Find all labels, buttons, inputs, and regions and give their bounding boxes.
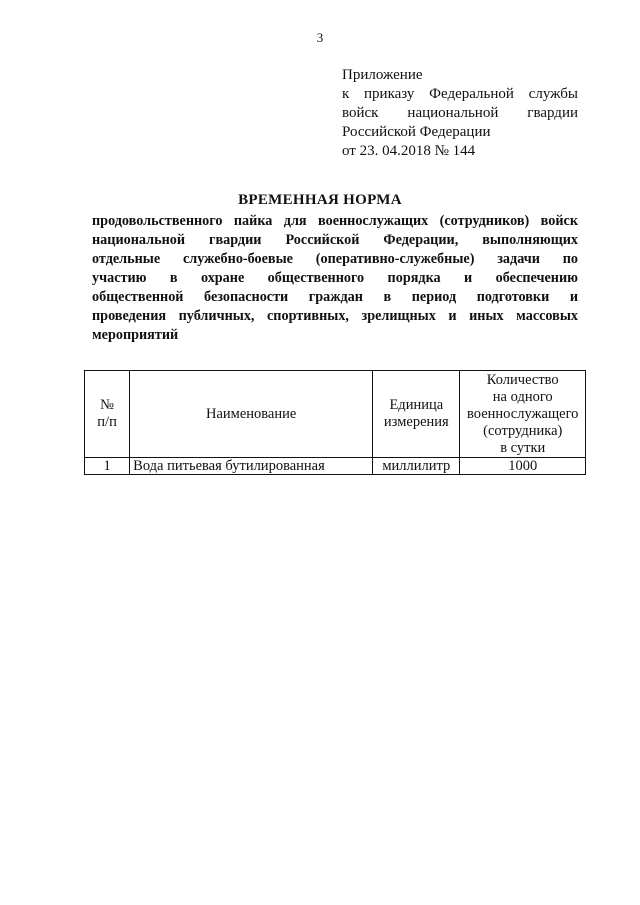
header-qty-line2: на одного xyxy=(492,388,553,405)
appendix-troops-line: войск национальной гвардии xyxy=(342,105,578,121)
order-number: 144 xyxy=(452,143,476,159)
header-quantity xyxy=(460,371,586,458)
document-title: ВРЕМЕННАЯ НОРМА xyxy=(238,192,402,208)
subtitle-line: участию в охране общественного порядка и обеспечению xyxy=(92,270,578,286)
date-prefix: от xyxy=(342,143,356,159)
table-row xyxy=(85,458,586,475)
header-number xyxy=(85,371,130,458)
document-subtitle xyxy=(92,212,578,345)
appendix-label: Приложение xyxy=(342,67,423,83)
header-name: Наименование xyxy=(130,371,373,458)
header-qty-line3: военнослужащего xyxy=(467,405,579,422)
row-name: Вода питьевая бутилированная xyxy=(130,458,373,475)
appendix-federation-line: Российской Федерации xyxy=(342,124,491,140)
row-unit: миллилитр xyxy=(373,458,460,475)
header-qty-line5: в сутки xyxy=(500,439,546,456)
number-sign: № xyxy=(434,143,449,159)
subtitle-line: мероприятий xyxy=(92,327,179,343)
header-number-pp: п/п xyxy=(97,414,117,430)
appendix-order-line: к приказу Федеральной службы xyxy=(342,86,578,102)
header-qty-line1: Количество xyxy=(486,371,559,388)
subtitle-line: продовольственного пайка для военнослужащих (сотрудников) войск xyxy=(92,213,578,229)
norm-table xyxy=(84,370,586,475)
row-number: 1 xyxy=(85,458,130,475)
subtitle-line: общественной безопасности граждан в период подготовки и xyxy=(92,289,578,305)
header-unit-line2: измерения xyxy=(383,414,449,430)
appendix-date-line xyxy=(342,142,578,161)
order-date: 23. 04.2018 xyxy=(359,143,431,159)
header-number-sign: № xyxy=(100,397,114,413)
header-unit xyxy=(373,371,460,458)
table-header-row xyxy=(85,371,586,458)
page-number: 3 xyxy=(316,30,324,45)
subtitle-line: проведения публичных, спортивных, зрелищных и иных массовых xyxy=(92,308,578,324)
subtitle-line: национальной гвардии Российской Федерации, выполняющих xyxy=(92,232,578,248)
appendix-block xyxy=(342,66,578,161)
subtitle-line: отдельные служебно-боевые (оперативно-служебные) задачи по xyxy=(92,251,578,267)
header-qty-line4: (сотрудника) xyxy=(483,422,563,439)
row-quantity: 1000 xyxy=(460,458,586,475)
header-unit-line1: Единица xyxy=(389,397,444,413)
